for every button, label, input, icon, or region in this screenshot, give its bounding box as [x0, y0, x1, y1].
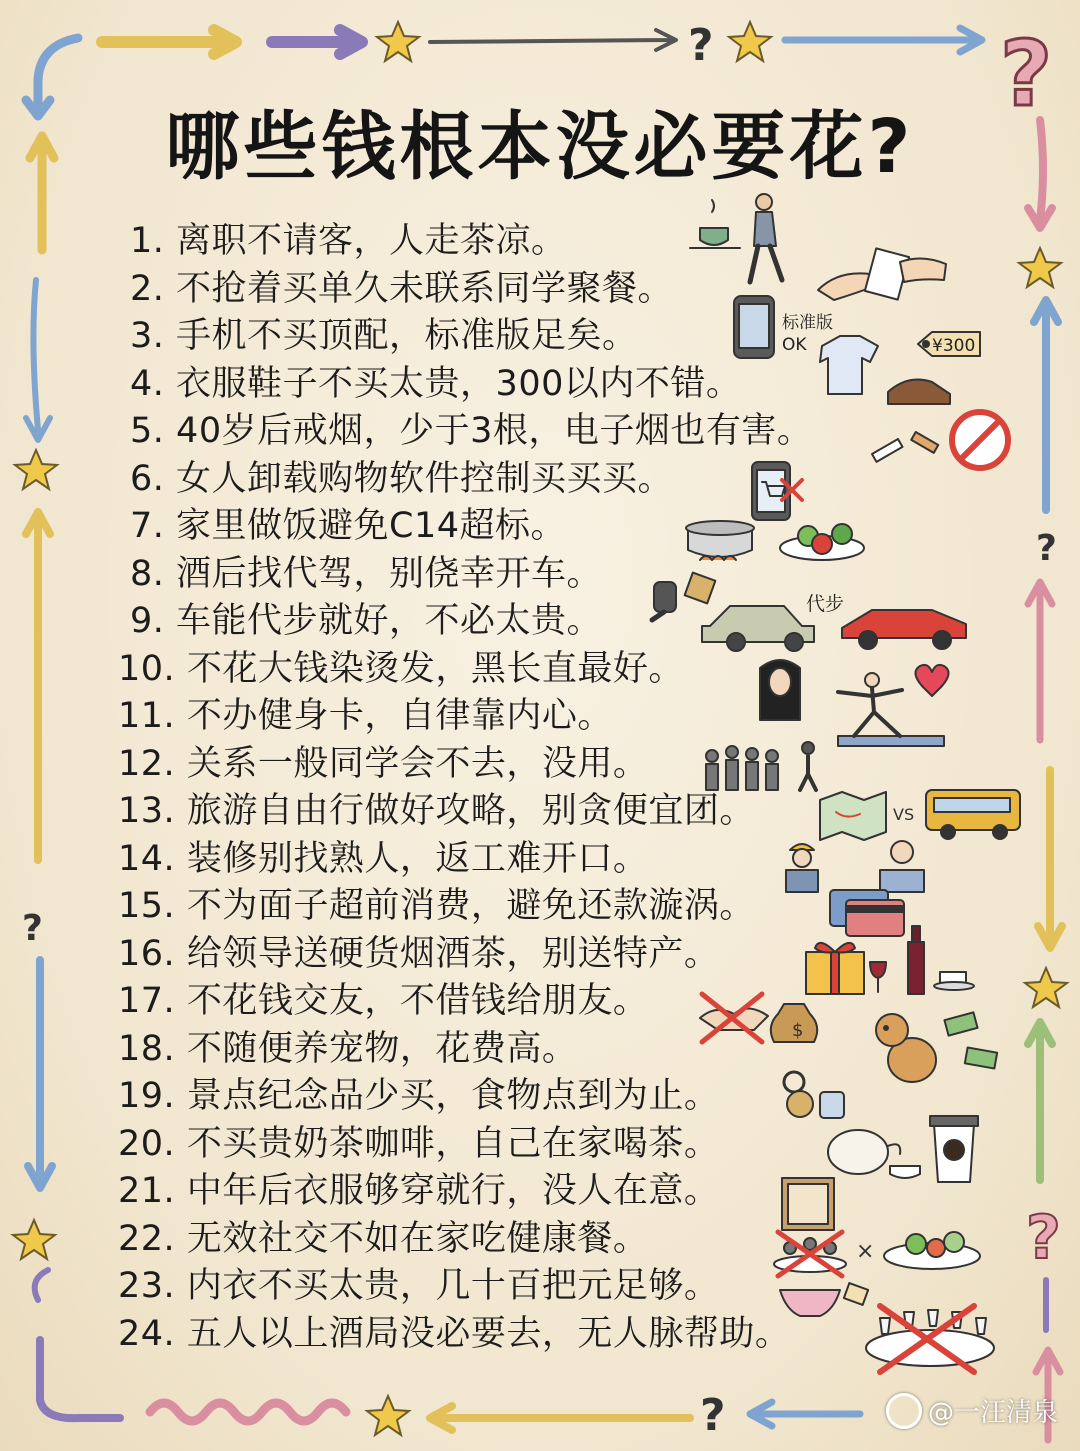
item-number: 2.: [130, 268, 165, 309]
item-text: 不为面子超前消费，避免还款漩涡。: [186, 886, 755, 926]
party-crossed-icon: [774, 1232, 846, 1276]
item-text: 离职不请客，人走茶凉。: [176, 221, 567, 261]
item-text: 女人卸载购物软件控制买买买。: [176, 458, 674, 499]
broken-cigarette-icon: [872, 432, 938, 462]
item-number: 1.: [130, 221, 165, 261]
item-number: 7.: [130, 506, 165, 546]
salad-icon: [780, 524, 864, 560]
underwear-icon: [780, 1283, 868, 1316]
cooking-pot-icon: [686, 521, 754, 560]
item-text: 酒后找代驾，别侥幸开车。: [176, 553, 603, 594]
shoe-icon: [888, 380, 950, 404]
handing-bill-icon: [818, 248, 946, 300]
item-text: 不买贵奶茶咖啡，自己在家喝茶。: [186, 1123, 720, 1164]
item-number: 9.: [130, 601, 165, 641]
banquet-crossed-icon: [866, 1306, 994, 1372]
item-number: 22.: [118, 1218, 176, 1259]
item-number: 6.: [130, 458, 165, 499]
item-number: 8.: [130, 553, 165, 594]
phone-icon: [734, 296, 774, 358]
walking-person-icon: [800, 742, 816, 790]
walking-man-icon: [750, 194, 782, 282]
compact-car-icon: [702, 606, 814, 651]
stressed-man-icon: [880, 841, 924, 892]
item-text: 车能代步就好，不必太贵。: [176, 601, 603, 641]
watermark-logo-icon: [886, 1393, 922, 1429]
item-text: 无效社交不如在家吃健康餐。: [186, 1218, 649, 1259]
item-text: 不花大钱染烫发，黑长直最好。: [186, 648, 684, 689]
shopping-phone-icon: [752, 462, 802, 520]
heart-icon: [915, 665, 948, 696]
watermark: [886, 1392, 1058, 1429]
credit-card-icon: [830, 890, 904, 936]
price-tag-label: ¥300: [932, 336, 976, 356]
item-number: 18.: [118, 1028, 176, 1069]
item-number: 23.: [118, 1266, 176, 1306]
tea-cup-icon: [934, 972, 974, 990]
item-text: 不办健身卡，自律靠内心。: [186, 696, 613, 736]
teacup-icon: [690, 200, 740, 248]
item-number: 12.: [118, 743, 176, 784]
dog-icon: [876, 1014, 936, 1082]
cash-icon: [944, 1012, 997, 1068]
item-text: 装修别找熟人，返工难开口。: [186, 838, 649, 879]
phone-note-line2: OK: [782, 335, 807, 355]
car-key-icon: [652, 573, 715, 620]
item-number: 21.: [118, 1171, 176, 1211]
item-number: 15.: [118, 886, 176, 926]
item-number: 19.: [118, 1076, 176, 1116]
teapot-icon: [828, 1130, 920, 1178]
sports-car-icon: [842, 610, 966, 649]
item-text: 关系一般同学会不去，没用。: [186, 743, 649, 784]
item-number: 14.: [118, 838, 176, 879]
item-text: 手机不买顶配，标准版足矣。: [176, 316, 638, 356]
item-text: 不抢着买单久未联系同学聚餐。: [176, 268, 674, 309]
item-number: 3.: [130, 316, 165, 356]
item-text: 五人以上酒局没必要去，无人脉帮助。: [186, 1313, 791, 1354]
page-title: 哪些钱根本没必要花?: [165, 104, 915, 190]
map-icon: [820, 792, 886, 840]
item-text: 给领导送硬货烟酒茶，别送特产。: [186, 933, 720, 974]
item-text: 中年后衣服够穿就行，没人在意。: [186, 1171, 720, 1211]
wine-glass-icon: [870, 962, 886, 992]
item-number: 17.: [118, 981, 176, 1021]
vs-label: VS: [893, 805, 915, 824]
item-text: 不花钱交友，不借钱给朋友。: [186, 981, 649, 1021]
question-mark-icon: ?: [1000, 22, 1053, 127]
construction-worker-icon: [786, 844, 818, 892]
item-number: 10.: [118, 648, 176, 689]
question-mark-icon: ?: [700, 1390, 726, 1441]
question-mark-icon: ?: [22, 908, 43, 949]
item-number: 24.: [118, 1313, 176, 1354]
item-number: 4.: [130, 363, 165, 404]
item-number: 11.: [118, 696, 176, 736]
healthy-meal-icon: [884, 1232, 980, 1269]
times-label: ×: [856, 1239, 875, 1264]
dollar-label: $: [792, 1020, 804, 1041]
keychain-icon: [784, 1072, 844, 1118]
item-text: 不随便养宠物，花费高。: [186, 1028, 578, 1069]
item-number: 5.: [130, 411, 165, 451]
item-text: 内衣不买太贵，几十百把元足够。: [186, 1266, 720, 1306]
long-hair-woman-icon: [760, 660, 800, 720]
wardrobe-icon: [782, 1178, 834, 1230]
bus-icon: [926, 790, 1020, 839]
question-mark-icon: ?: [688, 20, 714, 71]
item-text: 40岁后戒烟，少于3根，电子烟也有害。: [176, 411, 813, 451]
item-text: 景点纪念品少买，食物点到为止。: [186, 1076, 720, 1116]
wine-bottle-icon: [908, 926, 924, 994]
item-text: 家里做饭避免C14超标。: [176, 506, 567, 546]
phone-note-line1: 标准版: [782, 313, 833, 333]
item-number: 20.: [118, 1123, 176, 1164]
watermark-text: @一汪清泉: [927, 1398, 1058, 1428]
item-number: 16.: [118, 933, 176, 974]
shirt-icon: [820, 336, 878, 394]
item-number: 13.: [118, 791, 176, 831]
handshake-crossed-icon: [700, 994, 768, 1042]
question-mark-icon: ?: [1036, 528, 1057, 569]
coffee-cup-icon: [930, 1116, 978, 1182]
car-note-label: 代步: [806, 593, 845, 615]
gift-box-icon: [806, 943, 864, 994]
item-text: 旅游自由行做好攻略，别贪便宜团。: [186, 791, 755, 831]
question-mark-icon: ?: [1026, 1203, 1061, 1273]
item-text: 衣服鞋子不买太贵，300以内不错。: [176, 363, 742, 404]
group-people-icon: [706, 746, 778, 790]
no-smoking-icon: [952, 412, 1008, 468]
